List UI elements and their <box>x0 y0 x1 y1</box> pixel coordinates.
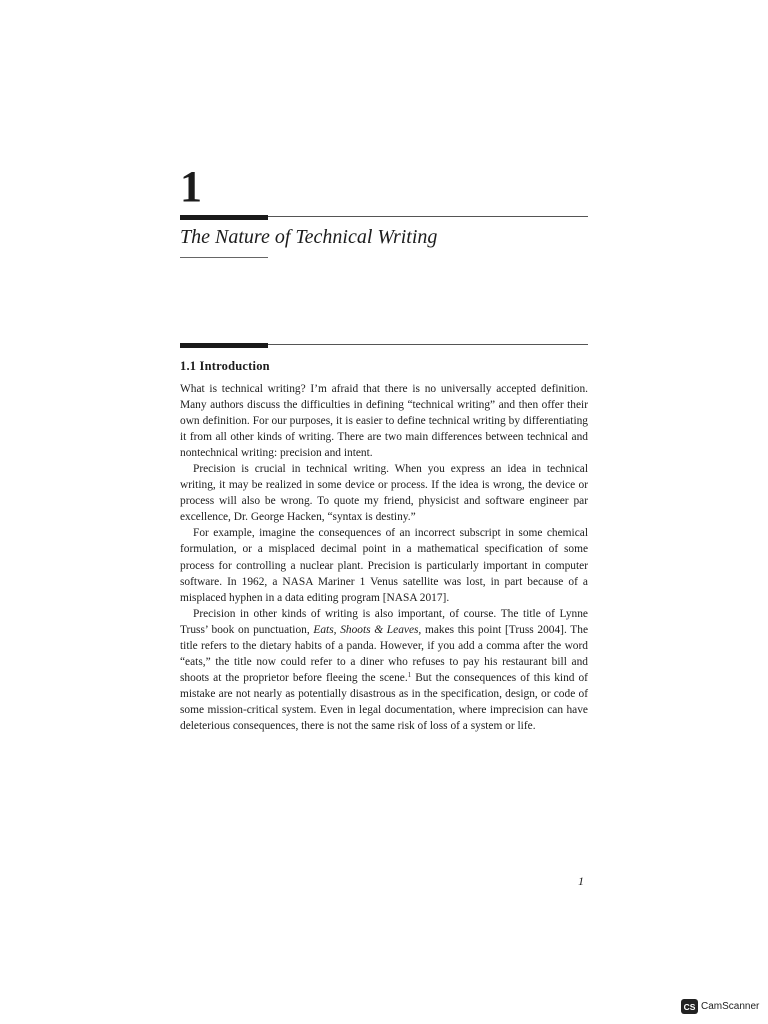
paragraph-4-part-3: But the consequences of this kind of mistake are not nearly as potentially disastrous as in the specification, design, or code of some mission-critical system. Even in legal documentation, where imprecision can have deleterious consequences, there is not the same risk of loss of a system or life. <box>180 671 588 732</box>
camscanner-watermark <box>681 999 759 1014</box>
section-rule-thick <box>180 343 268 348</box>
camscanner-label: CamScanner <box>701 1001 760 1012</box>
paragraph-4-part-1: Precision in other kinds of writing is also important, of course. The title of Lynne Truss’ book on punctuation, <box>180 607 588 636</box>
paragraph-4 <box>180 606 588 734</box>
book-title: Eats, Shoots & Leaves, <box>313 623 422 636</box>
section-heading: 1.1 Introduction <box>180 359 270 373</box>
paragraph-3: For example, imagine the consequences of an incorrect subscript in some chemical formulation, or a misplaced decimal point in a mathematical specification of some process for controlling a nuclear plant. Precision is particularly important in computer software. In 1962, a NASA Mariner 1 Venus satellite was lost, in part because of a misplaced hyphen in a data editing program [NASA 2017]. <box>180 527 588 604</box>
chapter-title: The Nature of Technical Writing <box>180 226 438 248</box>
paragraph-4-part-2: makes this point [Truss 2004]. The title refers to the dietary habits of a panda. However, if you add a comma after the word “eats,” the title now could refer to a diner who refuses to pay his restaurant bill and shoots at the proprietor before fleeing the scene. <box>180 623 588 684</box>
chapter-rule-thick <box>180 215 268 220</box>
section-rule-thin <box>268 344 588 345</box>
camscanner-logo-icon: CS <box>681 999 698 1014</box>
body-text <box>180 381 588 734</box>
paragraph-2: Precision is crucial in technical writing. When you express an idea in technical writing, it may be realized in some device or process. If the idea is wrong, the device or process will also be wrong. To quote my friend, physicist and software engineer par excellence, Dr. George Hacken, “syntax is destiny.” <box>180 463 588 524</box>
title-underline <box>180 257 268 258</box>
paragraph-1: What is technical writing? I’m afraid that there is no universally accepted definition. Many authors discuss the difficulties in defining “technical writing” and then offer their own definition. For our purposes, it is easier to define technical writing by differentiating it from all other kinds of writing. There are two main differences between technical and nontechnical writing: precision and intent. <box>180 383 588 460</box>
page-number: 1 <box>578 874 584 888</box>
chapter-rule-thin <box>268 216 588 217</box>
footnote-mark[interactable]: 1 <box>407 670 412 679</box>
chapter-number: 1 <box>180 162 202 211</box>
